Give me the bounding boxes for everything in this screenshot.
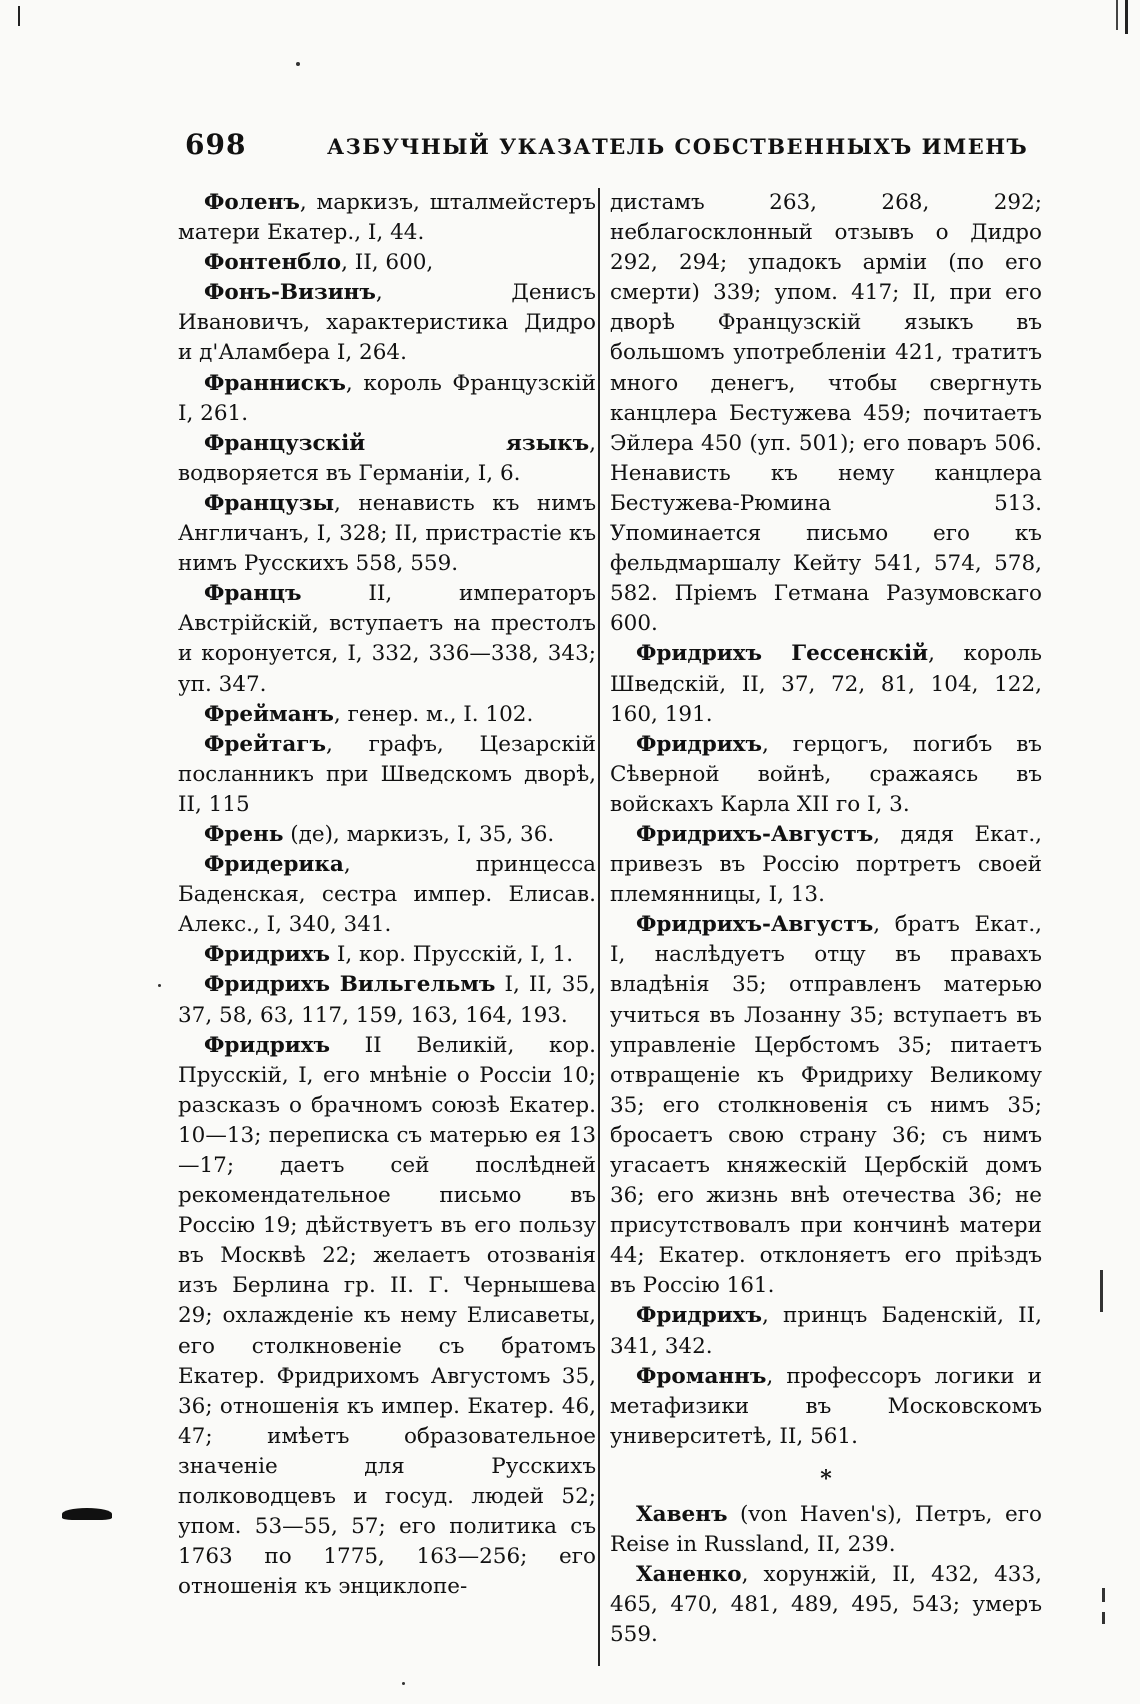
margin-bracket <box>1100 1270 1103 1312</box>
entry-headword: Фридрихъ Вильгельмъ <box>204 972 496 998</box>
entry-headword: Французскій языкъ <box>204 430 590 456</box>
scan-edge-mark <box>1116 0 1118 30</box>
entry-headword: Фридрихъ <box>204 1032 330 1058</box>
ink-smudge <box>62 1508 112 1520</box>
index-entry <box>178 248 596 278</box>
entry-headword: Фридрихъ <box>636 1303 762 1329</box>
index-entry <box>178 730 596 820</box>
right-column-entries <box>610 188 1042 1452</box>
entry-headword: Фрейтагъ <box>204 731 326 757</box>
ink-speck <box>296 62 300 66</box>
margin-bracket <box>1102 1588 1105 1602</box>
entry-text: , водворяется въ Германіи, I, 6. <box>178 430 596 486</box>
entry-text: , маркизъ, шталмейстеръ матери Екатер., I, 44. <box>178 190 596 246</box>
entry-headword: Фридерика <box>204 852 344 878</box>
column-divider <box>598 188 600 1666</box>
index-entry <box>178 278 596 368</box>
entry-text: , король Шведскій, II, 37, 72, 81, 104, 122, 160, 191. <box>610 641 1042 727</box>
entry-text: , хорунжій, II, 432, 433, 465, 470, 481, 489, 495, 543; умеръ 559. <box>610 1562 1042 1648</box>
index-entry <box>178 188 596 248</box>
scan-edge-mark <box>1125 0 1128 34</box>
entry-text: II Великій, кор. Прусскій, I, его мнѣніе о Россіи 10; разсказъ о брачномъ союзѣ Екатер. 10—13; переписка съ матерью ея 13—17; даетъ сей послѣдней рекомендательное письмо въ Россію 19; дѣйствуетъ въ его пользу въ Москвѣ 22; желаетъ отозванія изъ Берлина гр. II. Г. Чернышева 29; охлажденіе къ нему Елисаветы, его столкновеніе съ братомъ Екатер. Фридрихомъ Августомъ 35, 36; отношенія къ импер. Екатер. 46, 47; имѣетъ образовательное значеніе для Русскихъ полководцевъ и госуд. людей 52; упом. 53—55, 57; его политика съ 1763 по 1775, 163—256; его отношенія къ энциклопе- <box>178 1032 596 1600</box>
index-entry <box>610 730 1042 820</box>
index-entry <box>610 820 1042 910</box>
entry-headword: Фридрихъ <box>636 731 762 757</box>
index-entry <box>610 188 1042 639</box>
entry-headword: Францъ <box>204 581 302 607</box>
entry-headword: Френь <box>204 821 284 847</box>
entry-headword: Фридрихъ-Августъ <box>636 821 874 847</box>
entry-text: II, императоръ Австрійскій, вступаетъ на престолъ и коронуется, I, 332, 336—338, 343; уп. 347. <box>178 581 596 697</box>
entry-text: (von Haven's), Петръ, его Reise in Russland, II, 239. <box>610 1502 1042 1558</box>
margin-bracket <box>1102 1612 1105 1624</box>
index-entry <box>610 1301 1042 1361</box>
index-entry <box>178 700 596 730</box>
entry-headword: Фридрихъ-Августъ <box>636 912 874 938</box>
index-entry <box>610 1500 1042 1560</box>
entry-text: , принцъ Баденскій, II, 341, 342. <box>610 1303 1042 1359</box>
page-number: 698 <box>185 128 247 161</box>
entry-text: , II, 600, <box>341 250 434 276</box>
scan-edge-mark <box>18 6 20 26</box>
entry-headword: Фонъ-Визинъ <box>204 280 376 306</box>
page-header <box>185 128 1065 168</box>
index-entry <box>178 850 596 940</box>
entry-text: , графъ, Цезарскій посланникъ при Шведскомъ дворѣ, II, 115 <box>178 731 596 817</box>
left-column <box>178 188 596 1602</box>
entry-headword: Фонтенбло <box>204 250 342 276</box>
entry-headword: Фрейманъ <box>204 701 334 727</box>
entry-headword: Фридрихъ Гессенскій <box>636 641 929 667</box>
entry-headword: Ханенко <box>636 1562 742 1588</box>
index-entry <box>178 579 596 699</box>
index-entry <box>178 1031 596 1603</box>
index-entry <box>610 1362 1042 1452</box>
running-title: АЗБУЧНЫЙ УКАЗАТЕЛЬ СОБСТВЕННЫХЪ ИМЕНЪ <box>327 134 1029 159</box>
entry-text: (де), маркизъ, I, 35, 36. <box>283 821 555 847</box>
entry-text: , принцесса Баденская, сестра импер. Елисав. Алекс., I, 340, 341. <box>178 852 596 938</box>
entry-text: , профессоръ логики и метафизики въ Московскомъ университетѣ, II, 561. <box>610 1363 1042 1449</box>
index-entry <box>610 639 1042 729</box>
index-entry <box>178 369 596 429</box>
index-entry <box>178 940 596 970</box>
index-entry <box>178 489 596 579</box>
entry-headword: Хавенъ <box>636 1502 728 1528</box>
ink-speck <box>402 1682 405 1685</box>
ink-speck <box>158 984 161 987</box>
entry-text: , ненависть къ нимъ Англичанъ, I, 328; II, пристрастіе къ нимъ Русскихъ 558, 559. <box>178 490 596 577</box>
right-column-entries-after <box>610 1500 1042 1650</box>
section-divider: * <box>820 1465 832 1492</box>
index-entry <box>178 820 596 850</box>
entry-headword: Фоленъ <box>204 190 300 215</box>
right-column <box>610 188 1042 1651</box>
index-entry <box>178 429 596 489</box>
entry-text: , король Французскій I, 261. <box>178 370 596 426</box>
entry-text: I, II, 35, 37, 58, 63, 117, 159, 163, 164, 193. <box>178 972 596 1028</box>
entry-text: , Денисъ Ивановичъ, характеристика Дидро и д'Аламбера I, 264. <box>178 280 596 366</box>
entry-text: I, кор. Прусскій, I, 1. <box>330 942 574 968</box>
entry-headword: Франнискъ <box>204 370 346 396</box>
entry-text: , генер. м., I. 102. <box>333 701 534 727</box>
index-entry <box>178 970 596 1030</box>
index-entry <box>610 910 1042 1301</box>
index-entry <box>610 1560 1042 1650</box>
entry-headword: Французы <box>204 490 335 516</box>
entry-text: дистамъ 263, 268, 292; неблагосклонный отзывъ о Дидро 292, 294; упадокъ арміи (по его смерти) 339; упом. 417; II, при его дворѣ Французскій языкъ въ большомъ употребленіи 421, тратитъ много денегъ, чтобы свергнуть канцлера Бестужева 459; почитаетъ Эйлера 450 (уп. 501); его поваръ 506. Ненависть къ нему канцлера Бестужева-Рюмина 513. Упоминается письмо его къ фельдмаршалу Кейту 541, 574, 578, 582. Пріемъ Гетмана Разумовскаго 600. <box>610 190 1042 637</box>
entry-headword: Фроманнъ <box>636 1363 767 1389</box>
entry-text: , герцогъ, погибъ въ Сѣверной войнѣ, сражаясь въ войскахъ Карла XII го I, 3. <box>610 731 1042 817</box>
entry-text: , дядя Екат., привезъ въ Россію портретъ своей племянницы, I, 13. <box>610 821 1042 908</box>
entry-headword: Фридрихъ <box>204 942 330 968</box>
entry-text: , братъ Екат., I, наслѣдуетъ отцу въ правахъ владѣнія 35; отправленъ матерью учиться въ Лозанну 35; вступаетъ въ управленіе Цербстомъ 35; питаетъ отвращеніе къ Фридриху Великому 35; его столкновенія съ нимъ 35; бросаетъ свою страну 36; съ нимъ угасаетъ княжескій Цербскій домъ 36; его жизнь внѣ отечества 36; не присутствовалъ при кончинѣ матери 44; Екатер. отклоняетъ его пріѣздъ въ Россію 161. <box>610 912 1042 1299</box>
